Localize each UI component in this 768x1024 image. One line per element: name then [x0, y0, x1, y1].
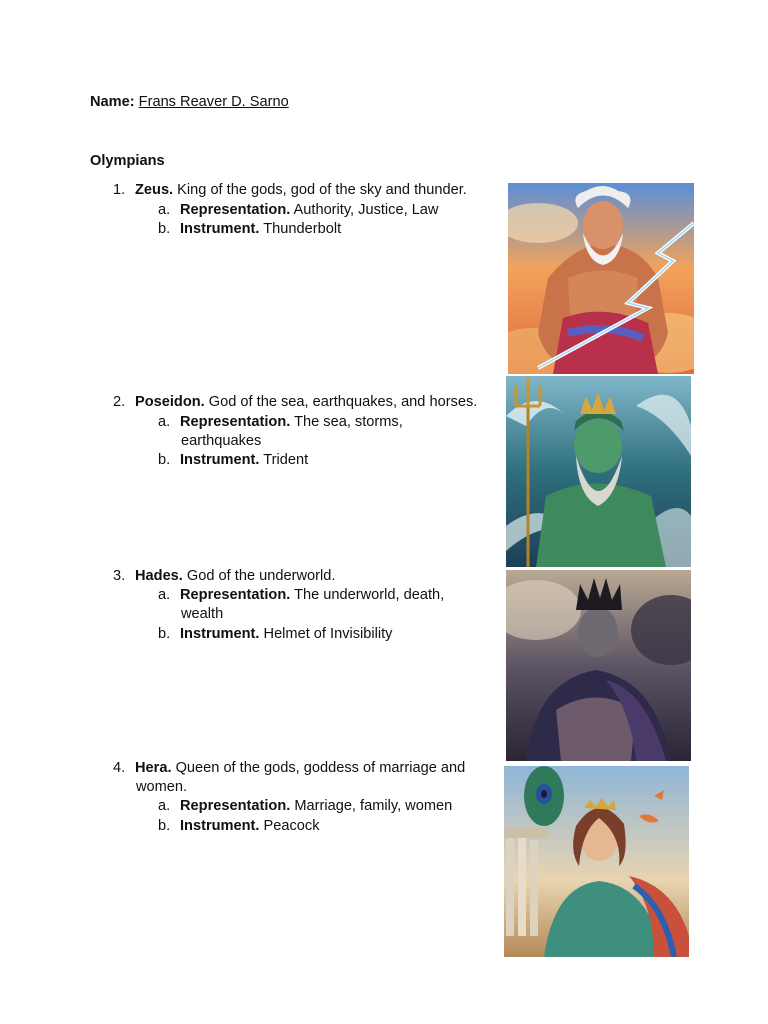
god-name: Zeus.	[135, 182, 174, 198]
list-item-hera	[113, 760, 465, 776]
god-description: God of the sea, earthquakes, and horses.	[204, 394, 478, 410]
zeus-portrait-icon	[508, 183, 694, 374]
sub-letter: b.	[158, 221, 171, 237]
sub-value-continued: earthquakes	[181, 433, 262, 449]
sub-letter: b.	[158, 626, 171, 642]
list-number: 4.	[113, 760, 126, 776]
sub-item-representation	[158, 798, 452, 814]
hera-portrait-image	[504, 766, 689, 957]
sub-item-representation	[158, 587, 444, 603]
sub-item-instrument	[158, 221, 341, 237]
god-name: Hades.	[135, 568, 183, 584]
list-number: 2.	[113, 394, 126, 410]
sub-label: Instrument.	[180, 626, 260, 642]
poseidon-portrait-image	[506, 376, 691, 567]
sub-value: Trident	[259, 452, 309, 468]
list-number: 3.	[113, 568, 126, 584]
name-value: Frans Reaver D. Sarno	[138, 94, 289, 110]
sub-value: Marriage, family, women	[290, 798, 453, 814]
sub-letter: b.	[158, 452, 171, 468]
sub-item-representation	[158, 414, 403, 430]
hades-portrait-image	[506, 570, 691, 761]
sub-value: The sea, storms,	[290, 414, 403, 430]
god-description: God of the underworld.	[182, 568, 336, 584]
sub-letter: b.	[158, 818, 171, 834]
hera-portrait-icon	[504, 766, 689, 957]
sub-value: Authority, Justice, Law	[290, 202, 439, 218]
sub-label: Representation.	[180, 587, 291, 603]
name-label: Name:	[90, 94, 135, 110]
sub-value-continued: wealth	[181, 606, 224, 622]
sub-item-instrument	[158, 818, 320, 834]
sub-letter: a.	[158, 587, 171, 603]
list-item-poseidon	[113, 394, 477, 410]
sub-value: Peacock	[259, 818, 320, 834]
list-item-hades	[113, 568, 335, 584]
sub-value: The underworld, death,	[290, 587, 445, 603]
sub-value: Thunderbolt	[259, 221, 342, 237]
god-description-continued: women.	[136, 779, 188, 795]
sub-label: Representation.	[180, 202, 291, 218]
list-number: 1.	[113, 182, 126, 198]
sub-item-instrument	[158, 626, 392, 642]
sub-item-representation	[158, 202, 438, 218]
sub-item-instrument	[158, 452, 308, 468]
section-title: Olympians	[90, 153, 165, 169]
sub-label: Representation.	[180, 798, 291, 814]
god-name: Poseidon.	[135, 394, 205, 410]
list-item-zeus	[113, 182, 467, 198]
sub-label: Instrument.	[180, 452, 260, 468]
god-description: Queen of the gods, goddess of marriage and	[171, 760, 466, 776]
sub-letter: a.	[158, 414, 171, 430]
sub-label: Instrument.	[180, 818, 260, 834]
poseidon-portrait-icon	[506, 376, 691, 567]
sub-label: Representation.	[180, 414, 291, 430]
sub-label: Instrument.	[180, 221, 260, 237]
sub-letter: a.	[158, 798, 171, 814]
name-line	[90, 94, 289, 110]
hades-portrait-icon	[506, 570, 691, 761]
sub-letter: a.	[158, 202, 171, 218]
god-name: Hera.	[135, 760, 172, 776]
sub-value: Helmet of Invisibility	[259, 626, 393, 642]
god-description: King of the gods, god of the sky and thunder.	[173, 182, 467, 198]
zeus-portrait-image	[508, 183, 694, 374]
